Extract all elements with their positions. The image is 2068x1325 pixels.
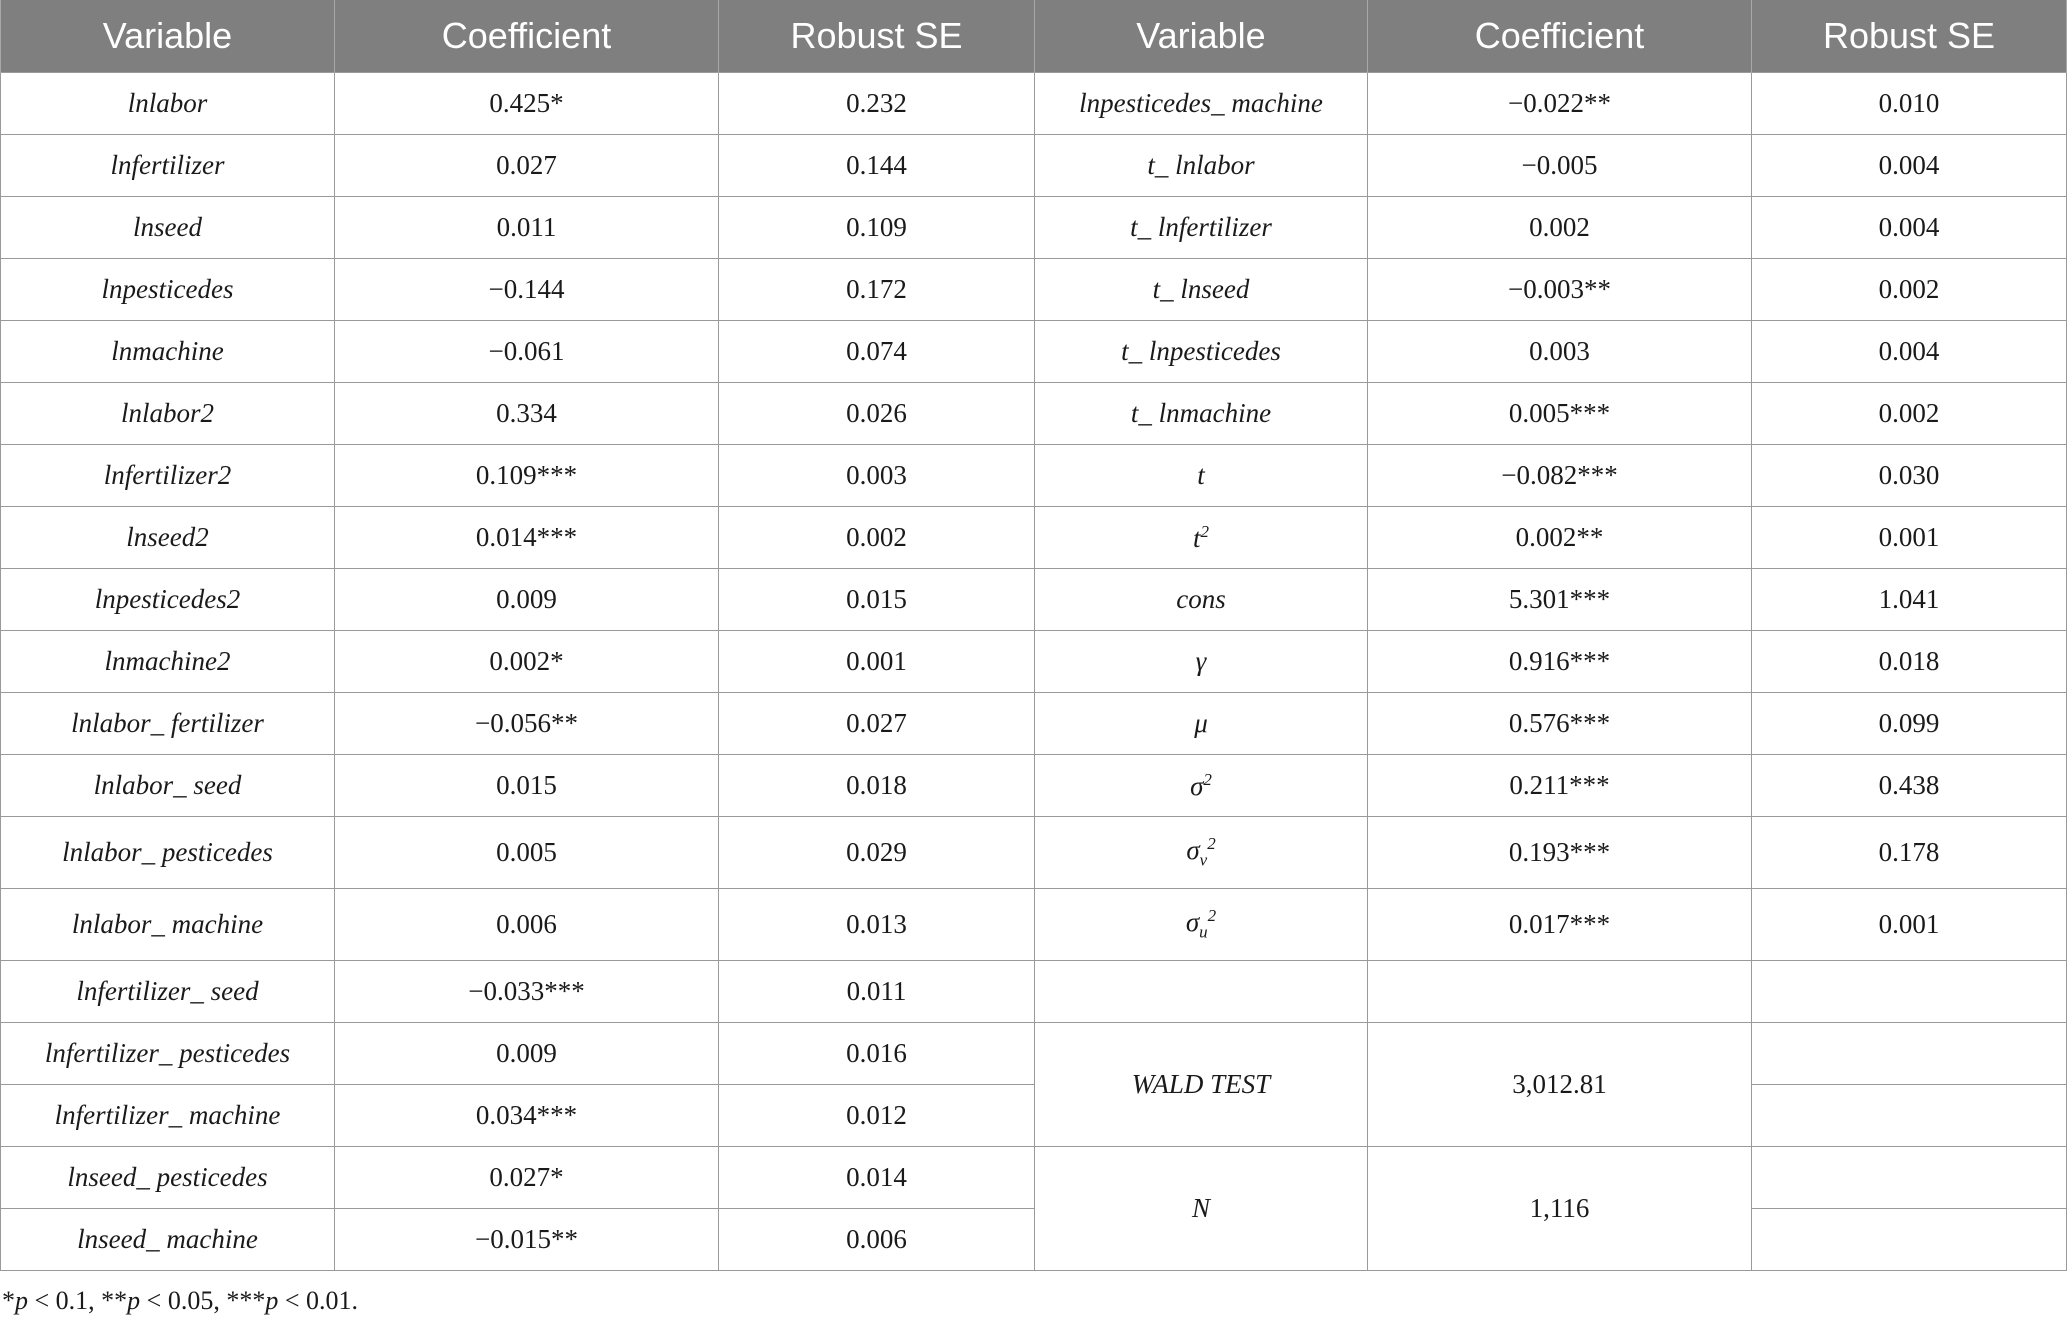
variable-cell: t_ lnmachine xyxy=(1035,383,1368,445)
se-cell: 0.029 xyxy=(719,817,1035,889)
table-row xyxy=(1,889,2067,961)
empty-cell xyxy=(1752,1147,2067,1209)
se-cell: 0.027 xyxy=(719,693,1035,755)
se-cell: 0.026 xyxy=(719,383,1035,445)
coefficient-cell: 0.193*** xyxy=(1368,817,1752,889)
header-robust-se-left: Robust SE xyxy=(719,0,1035,73)
empty-cell xyxy=(1752,961,2067,1023)
table-row xyxy=(1,817,2067,889)
se-cell: 0.099 xyxy=(1752,693,2067,755)
header-robust-se-right: Robust SE xyxy=(1752,0,2067,73)
table-row xyxy=(1,1023,2067,1085)
variable-cell: lnmachine xyxy=(1,321,335,383)
se-cell: 0.030 xyxy=(1752,445,2067,507)
variable-cell: lnseed_ machine xyxy=(1,1209,335,1271)
table-row xyxy=(1,693,2067,755)
empty-cell xyxy=(1368,961,1752,1023)
coefficient-cell: 0.334 xyxy=(335,383,719,445)
variable-cell: lnfertilizer_ pesticedes xyxy=(1,1023,335,1085)
coefficient-cell: 0.006 xyxy=(335,889,719,961)
se-cell: 0.016 xyxy=(719,1023,1035,1085)
empty-cell xyxy=(1752,1023,2067,1085)
se-cell: 0.014 xyxy=(719,1147,1035,1209)
variable-cell-sigma-u-squared: $\sigma_u^2$ xyxy=(1035,889,1368,961)
se-cell: 0.015 xyxy=(719,569,1035,631)
variable-cell-t-squared: $t^2$ xyxy=(1035,507,1368,569)
se-cell: 0.004 xyxy=(1752,135,2067,197)
table-row xyxy=(1,755,2067,817)
coefficient-cell: −0.022** xyxy=(1368,73,1752,135)
se-cell: 0.001 xyxy=(1752,507,2067,569)
variable-cell: lnlabor_ fertilizer xyxy=(1,693,335,755)
coefficient-cell: −0.061 xyxy=(335,321,719,383)
se-cell: 0.002 xyxy=(719,507,1035,569)
variable-cell: lnpesticedes2 xyxy=(1,569,335,631)
coefficient-cell: −0.056** xyxy=(335,693,719,755)
coefficient-cell: 0.005 xyxy=(335,817,719,889)
variable-cell: lnfertilizer2 xyxy=(1,445,335,507)
table-row xyxy=(1,507,2067,569)
se-cell: 0.013 xyxy=(719,889,1035,961)
se-cell: 0.172 xyxy=(719,259,1035,321)
header-coefficient-right: Coefficient xyxy=(1368,0,1752,73)
coefficient-cell: 0.009 xyxy=(335,569,719,631)
variable-cell: lnlabor_ seed xyxy=(1,755,335,817)
table-row xyxy=(1,631,2067,693)
coefficient-cell: 0.916*** xyxy=(1368,631,1752,693)
se-cell: 0.232 xyxy=(719,73,1035,135)
coefficient-cell: −0.082*** xyxy=(1368,445,1752,507)
variable-cell: lnmachine2 xyxy=(1,631,335,693)
coefficient-cell: 0.017*** xyxy=(1368,889,1752,961)
variable-cell: lnseed xyxy=(1,197,335,259)
se-cell: 0.011 xyxy=(719,961,1035,1023)
se-cell: 0.144 xyxy=(719,135,1035,197)
variable-cell: lnfertilizer_ seed xyxy=(1,961,335,1023)
se-cell: 0.001 xyxy=(1752,889,2067,961)
empty-cell xyxy=(1035,961,1368,1023)
se-cell: 0.001 xyxy=(719,631,1035,693)
variable-cell: cons xyxy=(1035,569,1368,631)
coefficient-cell: −0.144 xyxy=(335,259,719,321)
coefficient-cell: 0.109*** xyxy=(335,445,719,507)
coefficient-cell: 0.014*** xyxy=(335,507,719,569)
variable-cell: γ xyxy=(1035,631,1368,693)
table-row xyxy=(1,569,2067,631)
coefficient-cell: 0.002 xyxy=(1368,197,1752,259)
coefficient-cell: 0.576*** xyxy=(1368,693,1752,755)
table-row xyxy=(1,197,2067,259)
coefficient-cell: 0.009 xyxy=(335,1023,719,1085)
se-cell: 0.438 xyxy=(1752,755,2067,817)
variable-cell: t_ lnseed xyxy=(1035,259,1368,321)
variable-cell: lnlabor2 xyxy=(1,383,335,445)
coefficient-cell: 0.011 xyxy=(335,197,719,259)
se-cell: 0.018 xyxy=(1752,631,2067,693)
coefficient-cell: 0.003 xyxy=(1368,321,1752,383)
header-row xyxy=(1,0,2067,73)
variable-cell: lnlabor_ pesticedes xyxy=(1,817,335,889)
variable-cell: t_ lnlabor xyxy=(1035,135,1368,197)
se-cell: 0.002 xyxy=(1752,259,2067,321)
coefficient-cell: 5.301*** xyxy=(1368,569,1752,631)
se-cell: 0.004 xyxy=(1752,197,2067,259)
variable-cell: lnlabor xyxy=(1,73,335,135)
se-cell: 0.109 xyxy=(719,197,1035,259)
wald-test-value: 3,012.81 xyxy=(1368,1023,1752,1147)
table-row xyxy=(1,1147,2067,1209)
coefficient-cell: −0.015** xyxy=(335,1209,719,1271)
coefficient-cell: 0.002* xyxy=(335,631,719,693)
coefficient-cell: −0.005 xyxy=(1368,135,1752,197)
variable-cell: lnfertilizer xyxy=(1,135,335,197)
table-row xyxy=(1,1085,2067,1147)
se-cell: 0.074 xyxy=(719,321,1035,383)
se-cell: 0.012 xyxy=(719,1085,1035,1147)
coefficient-cell: 0.425* xyxy=(335,73,719,135)
header-variable-right: Variable xyxy=(1035,0,1368,73)
table-row xyxy=(1,259,2067,321)
table-row xyxy=(1,961,2067,1023)
header-variable-left: Variable xyxy=(1,0,335,73)
empty-cell xyxy=(1752,1209,2067,1271)
se-cell: 0.003 xyxy=(719,445,1035,507)
se-cell: 0.178 xyxy=(1752,817,2067,889)
variable-cell: t_ lnfertilizer xyxy=(1035,197,1368,259)
se-cell: 0.010 xyxy=(1752,73,2067,135)
coefficient-cell: 0.211*** xyxy=(1368,755,1752,817)
wald-test-label: WALD TEST xyxy=(1035,1023,1368,1147)
coefficient-cell: −0.003** xyxy=(1368,259,1752,321)
variable-cell: lnseed_ pesticedes xyxy=(1,1147,335,1209)
variable-cell: lnlabor_ machine xyxy=(1,889,335,961)
variable-cell: lnpesticedes_ machine xyxy=(1035,73,1368,135)
table-row xyxy=(1,445,2067,507)
table-row xyxy=(1,321,2067,383)
variable-cell: t_ lnpesticedes xyxy=(1035,321,1368,383)
variable-cell: lnpesticedes xyxy=(1,259,335,321)
coefficient-cell: 0.002** xyxy=(1368,507,1752,569)
coefficient-cell: 0.034*** xyxy=(335,1085,719,1147)
se-cell: 1.041 xyxy=(1752,569,2067,631)
n-label: N xyxy=(1035,1147,1368,1271)
variable-cell: lnfertilizer_ machine xyxy=(1,1085,335,1147)
variable-cell-sigma-squared: $\sigma^2$ xyxy=(1035,755,1368,817)
table-row xyxy=(1,1209,2067,1271)
header-coefficient-left: Coefficient xyxy=(335,0,719,73)
variable-cell: t xyxy=(1035,445,1368,507)
variable-cell: μ xyxy=(1035,693,1368,755)
coefficient-cell: 0.015 xyxy=(335,755,719,817)
table-row xyxy=(1,135,2067,197)
se-cell: 0.018 xyxy=(719,755,1035,817)
table-row xyxy=(1,383,2067,445)
coefficient-cell: 0.027 xyxy=(335,135,719,197)
table-row xyxy=(1,73,2067,135)
n-value: 1,116 xyxy=(1368,1147,1752,1271)
significance-footnote: *p < 0.1, **p < 0.05, ***p < 0.01. xyxy=(2,1286,359,1315)
coefficient-cell: 0.005*** xyxy=(1368,383,1752,445)
variable-cell: lnseed2 xyxy=(1,507,335,569)
se-cell: 0.006 xyxy=(719,1209,1035,1271)
variable-cell-sigma-v-squared: $\sigma_v^2$ xyxy=(1035,817,1368,889)
empty-cell xyxy=(1752,1085,2067,1147)
se-cell: 0.004 xyxy=(1752,321,2067,383)
coefficient-cell: −0.033*** xyxy=(335,961,719,1023)
se-cell: 0.002 xyxy=(1752,383,2067,445)
coefficient-cell: 0.027* xyxy=(335,1147,719,1209)
